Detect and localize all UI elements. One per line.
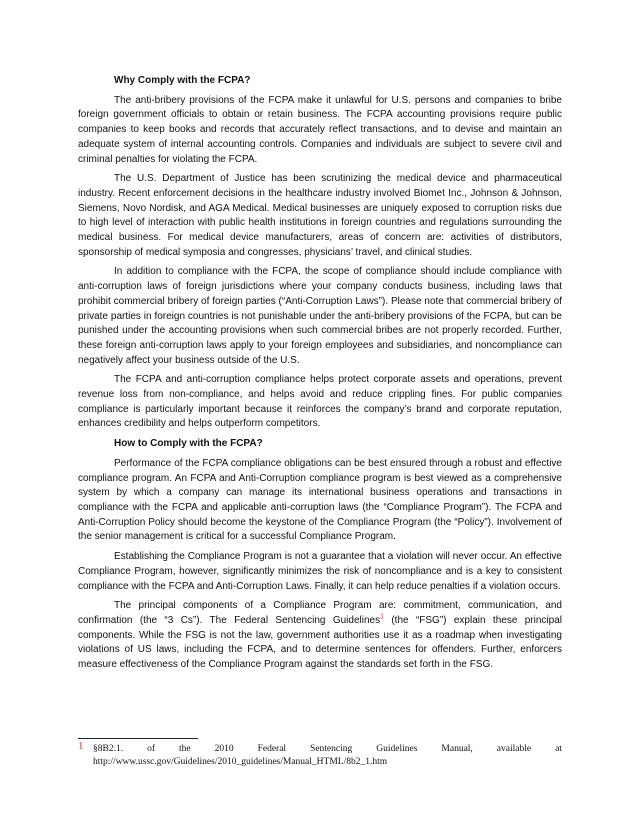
footnote-word: Federal [257,744,287,754]
paragraph: In addition to compliance with the FCPA, the scope of compliance should include compliance with anti-corruption laws of foreign jurisdictions where your company conducts business, including laws that prohibit commercial bribery of foreign parties (“Anti-Corruption Laws”). Please note that commercial bribery of private parties in foreign countries is not punishable under the anti-bribery provisions of the FCPA, but can be punished under the accounting provisions when such commercial bribes are not properly recorded. Further, these foreign anti-corruption laws apply to your foreign employees and subsidiaries, and noncompliance can negatively affect your business outside of the U.S. [78,266,562,366]
paragraph: The FCPA and anti-corruption compliance helps protect corporate assets and operations, prevent revenue loss from non-compliance, and helps avoid and reduce crippling fines. For public companies compliance is particularly important because it reinforces the company’s brand and corporate reputation, enhances credibility and helps outperform competitors. [78,374,562,430]
paragraph: Performance of the FCPA compliance obligations can be best ensured through a robust and effective compliance program. An FCPA and Anti-Corruption compliance program is best viewed as a comprehensive system by which a company can manage its international business operations and transactions in compliance with the FCPA and applicable anti-corruption laws (the “Compliance Program”). The FCPA and Anti-Corruption Policy should become the keystone of the Compliance Program (the “Policy”). Involvement of the senior management is critical for a successful Compliance Program. [78,457,562,543]
footnote-word: the [178,744,191,754]
section-heading-why: Why Comply with the FCPA? [114,75,251,86]
footnote [78,740,562,769]
paragraph-text: The principal components of a Compliance Program are: commitment, communication, and confirmation (the “3 Cs”). The Federal Sentencing Guidelines [78,600,562,626]
paragraph-text: (the “FSG”) explain these principal components. While the FSG is not the law, government authorities use it as a roadmap when investigating violations of US laws, including the FCPA, and to determine sentences for offenders. Further, enforcers measure effectiveness of the Compliance Program against the standards set forth in the FSG. [78,614,562,671]
footnote-citation [93,743,562,756]
footnote-reference[interactable]: 1 [380,613,384,621]
footnote-word: Manual, [441,744,473,754]
footnote-url[interactable]: http://www.ussc.gov/Guidelines/2010_guidelines/Manual_HTML/8b2_1.htm [93,757,388,767]
footnote-divider [78,738,198,739]
section-heading-how: How to Comply with the FCPA? [114,438,263,450]
footnote-text [78,743,562,769]
footnote-word: of [147,744,155,754]
footnote-word: available [496,744,532,754]
footnote-word: at [555,744,562,754]
footnote-word: Sentencing [310,744,353,754]
paragraph: Establishing the Compliance Program is not a guarantee that a violation will never occur. An effective Compliance Program, however, significantly minimizes the risk of noncompliance and is a key to consistent compliance with the FCPA and Anti-Corruption Laws. Finally, it can help reduce penalties if a violation occurs. [78,551,562,592]
footnote-word: Guidelines [376,744,418,754]
footnote-word: §8B2.1. [93,744,124,754]
document-body [78,74,562,678]
paragraph-with-footnote [78,599,562,673]
footnote-number: 1 [78,740,84,752]
footnote-word: 2010 [214,744,234,754]
paragraph: The anti-bribery provisions of the FCPA make it unlawful for U.S. persons and companies to bribe foreign government officials to obtain or retain business. The FCPA accounting provisions require public companies to keep books and records that accurately reflect transactions, and to devise and maintain an adequate system of internal accounting controls. Companies and individuals are subject to severe civil and criminal penalties for violating the FCPA. [78,94,562,165]
paragraph: The U.S. Department of Justice has been scrutinizing the medical device and pharmaceutical industry. Recent enforcement decisions in the healthcare industry involved Biomet Inc., Johnson & Johnson, Siemens, Novo Nordisk, and AGA Medical. Medical businesses are uniquely exposed to corruption risks due to high level of interaction with public health institutions in foreign countries and regulations surrounding the medical business. For medical device manufacturers, areas of concern are: activities of distributors, sponsorship of medical symposia and congresses, physicians’ travel, and clinical studies. [78,173,562,258]
